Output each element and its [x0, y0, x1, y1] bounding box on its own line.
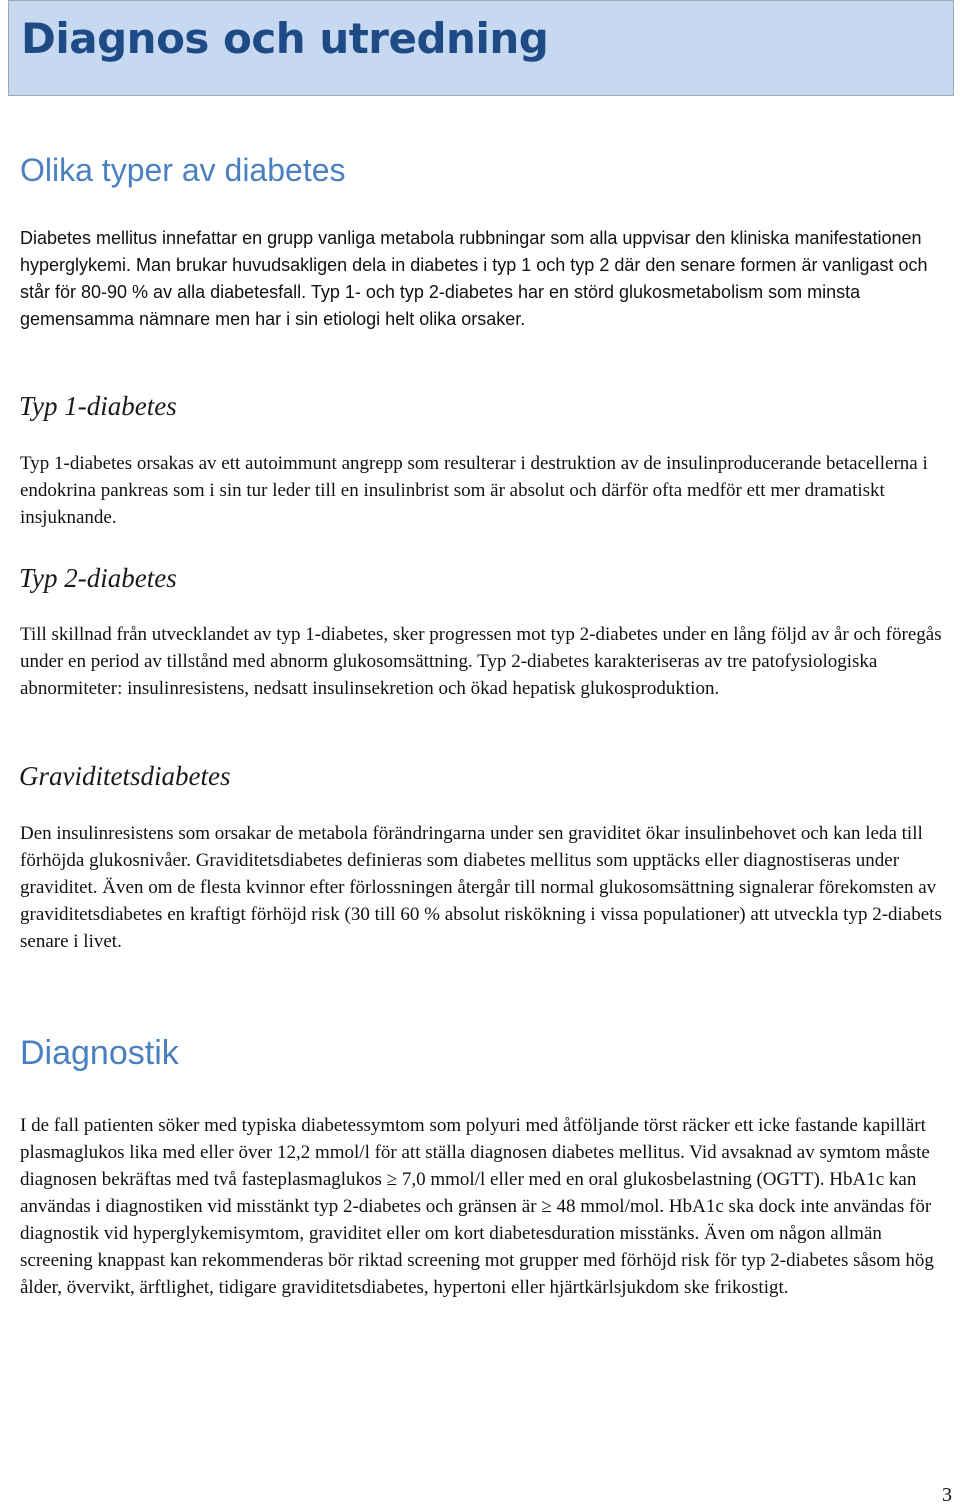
page-title: Diagnos och utredning — [21, 14, 549, 63]
section-heading-types: Olika typer av diabetes — [20, 152, 346, 188]
title-banner — [8, 0, 954, 96]
paragraph-type2: Till skillnad från utvecklandet av typ 1-diabetes, sker progressen mot typ 2-diabetes under en lång följd av år och föregås under en period av tillstånd med abnorm glukosomsättning. Typ 2-diabetes karakteriseras av tre patofysiologiska abnormiteter: insulinresistens, nedsatt insulinsekretion och ökad hepatisk glukosproduktion. — [20, 624, 942, 699]
sub-heading-gestational: Graviditetsdiabetes — [19, 761, 231, 791]
paragraph-types: Diabetes mellitus innefattar en grupp vanliga metabola rubbningar som alla uppvisar den kliniska manifestationen hyperglykemi. Man brukar huvudsakligen dela in diabetes i typ 1 och typ 2 där den senare formen är vanligast och står för 80-90 % av alla diabetesfall. Typ 1- och typ 2-diabetes har en störd glukosmetabolism som minsta gemensamma nämnare men har i sin etiologi helt olika orsaker. — [20, 228, 928, 329]
section-heading-diagnostics: Diagnostik — [20, 1034, 179, 1072]
page-number: 3 — [942, 1484, 952, 1506]
sub-heading-type1: Typ 1-diabetes — [19, 391, 177, 421]
paragraph-type1: Typ 1-diabetes orsakas av ett autoimmunt angrepp som resulterar i destruktion av de insulinproducerande betacellerna i endokrina pankreas som i sin tur leder till en insulinbrist som är absolut och därför ofta medför ett mer dramatiskt insjuknande. — [20, 453, 928, 528]
paragraph-gestational: Den insulinresistens som orsakar de metabola förändringarna under sen graviditet ökar insulinbehovet och kan leda till förhöjda glukosnivåer. Graviditetsdiabetes definieras som diabetes mellitus som upptäcks eller diagnostiseras under graviditet. Även om de flesta kvinnor efter förlossningen återgår till normal glukosomsättning signalerar förekomsten av graviditetsdiabetes en kraftigt förhöjd risk (30 till 60 % absolut riskökning i vissa populationer) att utveckla typ 2-diabets senare i livet. — [20, 823, 942, 952]
sub-heading-type2: Typ 2-diabetes — [19, 563, 177, 593]
paragraph-diagnostics: I de fall patienten söker med typiska diabetessymtom som polyuri med åtföljande törst räcker ett icke fastande kapillärt plasmaglukos lika med eller över 12,2 mmol/l för att ställa diagnosen diabetes mellitus. Vid avsaknad av symtom måste diagnosen bekräftas med två fasteplasmaglukos ≥ 7,0 mmol/l eller med en oral glukosbelastning (OGTT). HbA1c kan användas i diagnostiken vid misstänkt typ 2-diabetes och gränsen är ≥ 48 mmol/mol. HbA1c ska dock inte användas för diagnostik vid hyperglykemisymtom, graviditet eller om kort diabetesduration misstänks. Även om någon allmän screening knappast kan rekommenderas bör riktad screening mot grupper med förhöjd risk för typ 2-diabetes såsom hög ålder, övervikt, ärftlighet, tidigare graviditetsdiabetes, hypertoni eller hjärtkärlsjukdom ske frikostigt. — [20, 1115, 934, 1298]
